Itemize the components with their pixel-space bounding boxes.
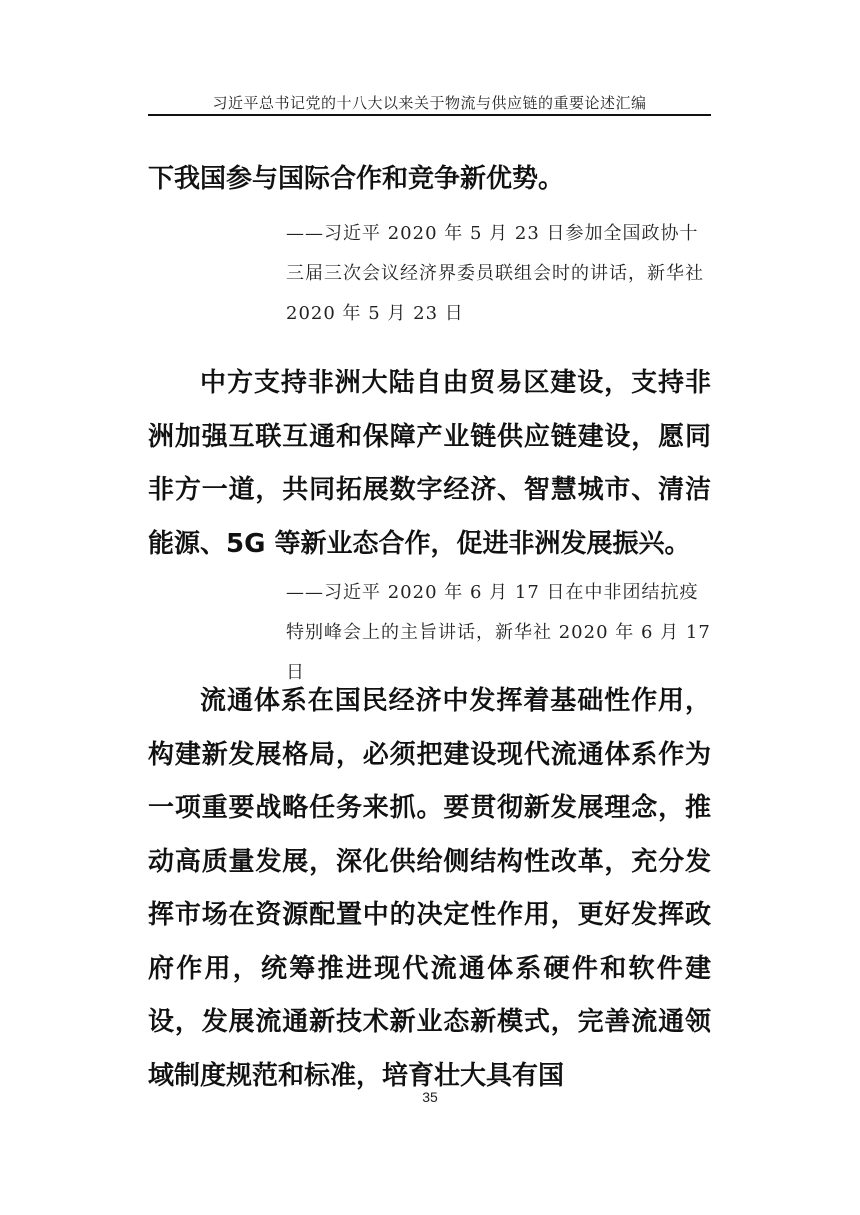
header-divider bbox=[148, 114, 711, 116]
citation-2: ——习近平 2020 年 6 月 17 日在中非团结抗疫特别峰会上的主旨讲话，新华社 2020 年 6 月 17 日 bbox=[286, 582, 711, 683]
body-paragraph-continued: 下我国参与国际合作和竞争新优势。 bbox=[148, 164, 565, 194]
citation-1: ——习近平 2020 年 5 月 23 日参加全国政协十三届三次会议经济界委员联组会时的讲话，新华社 2020 年 5 月 23 日 bbox=[286, 223, 704, 324]
body-paragraph-3: 流通体系在国民经济中发挥着基础性作用，构建新发展格局，必须把建设现代流通体系作为一项重要战略任务来抓。要贯彻新发展理念，推动高质量发展，深化供给侧结构性改革，充分发挥市场在资源配置中的决定性作用，更好发挥政府作用，统筹推进现代流通体系硬件和软件建设，发展流通新技术新业态新模式，完善流通领域制度规范和标准，培育壮大具有国 bbox=[148, 686, 711, 1091]
running-header: 习近平总书记党的十八大以来关于物流与供应链的重要论述汇编 bbox=[212, 94, 647, 112]
page-number: 35 bbox=[422, 1089, 438, 1105]
body-paragraph-2: 中方支持非洲大陆自由贸易区建设，支持非洲加强互联互通和保障产业链供应链建设，愿同非方一道，共同拓展数字经济、智慧城市、清洁能源、5G 等新业态合作，促进非洲发展振兴。 bbox=[148, 368, 711, 559]
